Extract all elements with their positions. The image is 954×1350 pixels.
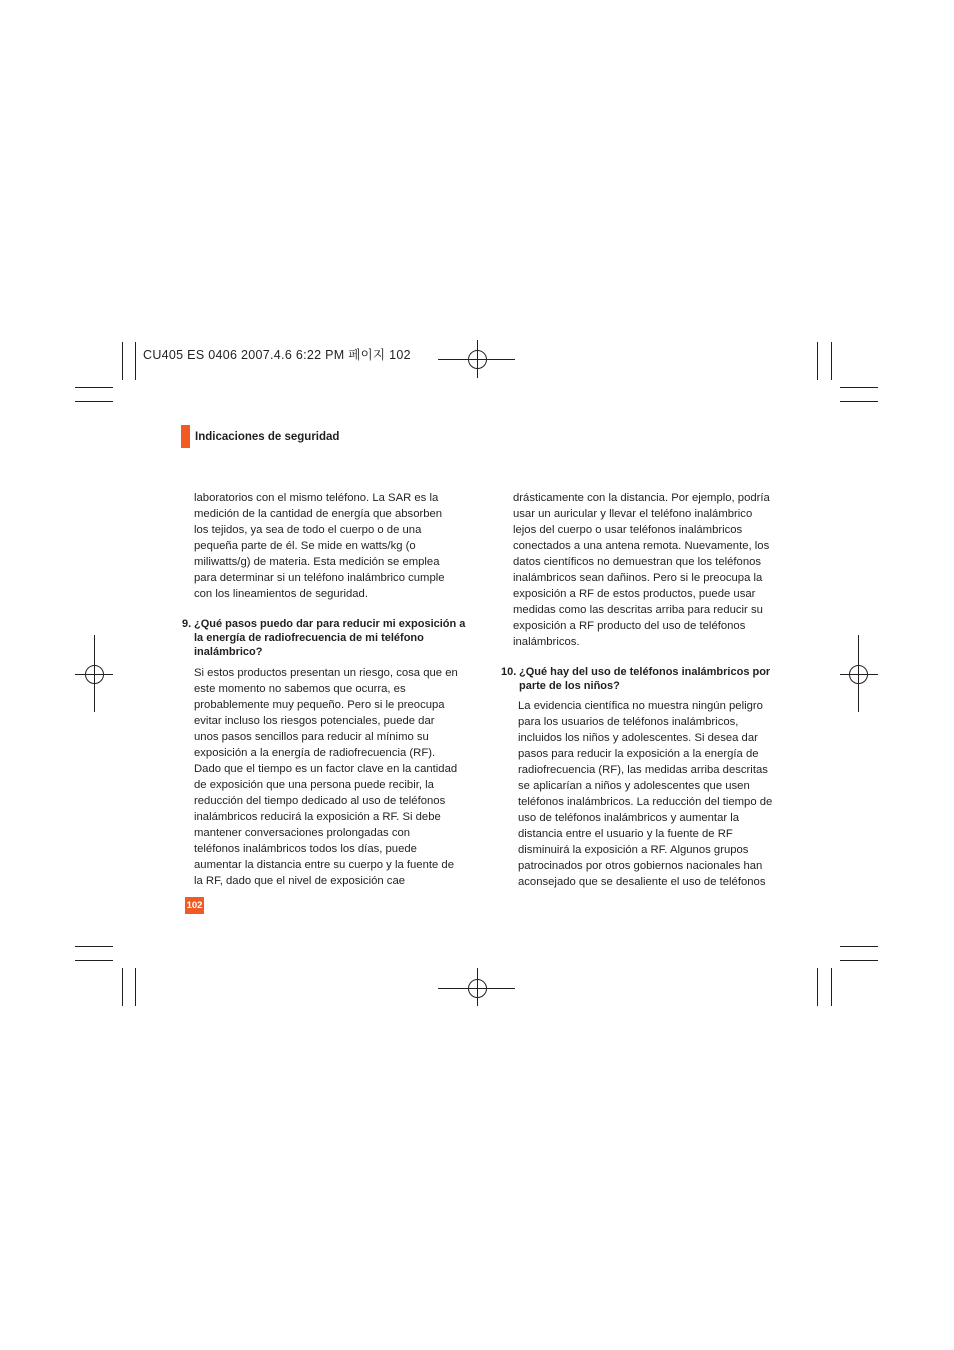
text-line: exposición a RF de estos productos, puede usar (513, 588, 756, 600)
crop-mark (840, 401, 878, 402)
text-line: mantener conversaciones prolongadas con (194, 827, 411, 839)
crop-mark (831, 968, 832, 1006)
question-number: 10. (501, 666, 517, 678)
crop-mark (831, 342, 832, 380)
print-slug: CU405 ES 0406 2007.4.6 6:22 PM 페이지 102 (143, 348, 411, 362)
text-line: pasos para reducir la exposición a la energía de (518, 748, 759, 760)
text-line: probablemente muy pequeño. Pero si le preocupa (194, 699, 445, 711)
text-line: para determinar si un teléfono inalámbrico cumple (194, 572, 445, 584)
text-line: teléfonos inalámbricos. La reducción del tiempo de (518, 796, 773, 808)
text-line: unos pasos sencillos para reducir al mínimo su (194, 731, 429, 743)
crop-mark (840, 387, 878, 388)
text-line: patrocinados por otros gobiernos nacionales han (518, 860, 763, 872)
text-line: reducción del tiempo dedicado al uso de teléfonos (194, 795, 446, 807)
registration-target-icon (468, 350, 487, 369)
question-line: ¿Qué pasos puedo dar para reducir mi exposición a (194, 618, 466, 630)
text-line: miliwatts/g) de materia. Esta medición se emplea (194, 556, 440, 568)
crop-mark (840, 960, 878, 961)
text-line: medidas como las descritas arriba para reducir su (513, 604, 763, 616)
text-line: drásticamente con la distancia. Por ejemplo, podría (513, 492, 770, 504)
text-line: distancia entre el usuario y la fuente de RF (518, 828, 733, 840)
text-line: inalámbricos sean dañinos. Pero si le preocupa la (513, 572, 763, 584)
crop-mark (135, 342, 136, 380)
crop-mark (840, 946, 878, 947)
crop-mark (122, 968, 123, 1006)
registration-target-icon (849, 665, 868, 684)
registration-target-icon (468, 979, 487, 998)
crop-mark (122, 342, 123, 380)
crop-mark (817, 968, 818, 1006)
text-line: conectados a una antena remota. Nuevamente, los (513, 540, 770, 552)
question-line: ¿Qué hay del uso de teléfonos inalámbricos por (519, 666, 771, 678)
question-line: la energía de radiofrecuencia de mi teléfono (194, 632, 424, 644)
text-line: se aplicarían a niños y adolescentes que usen (518, 780, 750, 792)
text-line: laboratorios con el mismo teléfono. La SAR es la (194, 492, 439, 504)
text-line: aconsejado que se desaliente el uso de teléfonos (518, 876, 766, 888)
question-10-heading (501, 665, 791, 695)
text-line: teléfonos inalámbricos todos los días, puede (194, 843, 417, 855)
text-line: Dado que el tiempo es un factor clave en la cantidad (194, 763, 458, 775)
text-line: radiofrecuencia (RF), las medidas arriba descritas (518, 764, 768, 776)
crop-mark (75, 387, 113, 388)
text-line: para los usuarios de teléfonos inalámbricos, (518, 716, 739, 728)
text-line: pequeña parte de él. Se mide en watts/kg (o (194, 540, 416, 552)
text-line: lejos del cuerpo o usar teléfonos inalámbricos (513, 524, 743, 536)
text-line: Si estos productos presentan un riesgo, cosa que en (194, 667, 458, 679)
text-line: inalámbricos. (513, 636, 580, 648)
crop-mark (75, 946, 113, 947)
text-line: evitar incluso los riesgos potenciales, puede dar (194, 715, 435, 727)
text-line: con los lineamientos de seguridad. (194, 588, 368, 600)
text-line: incluidos los niños y adolescentes. Si desea dar (518, 732, 758, 744)
registration-target-icon (85, 665, 104, 684)
page-number-badge: 102 (185, 897, 204, 914)
text-line: datos científicos no demuestran que los teléfonos (513, 556, 762, 568)
left-intro-paragraph (194, 490, 469, 602)
text-line: uso de teléfonos inalámbricos y aumentar la (518, 812, 740, 824)
text-line: de exposición que una persona puede recibir, la (194, 779, 434, 791)
text-line: la RF, dado que el nivel de exposición cae (194, 875, 406, 887)
section-title: Indicaciones de seguridad (195, 431, 340, 443)
crop-mark (75, 960, 113, 961)
text-line: este momento no sabemos que ocurra, es (194, 683, 406, 695)
text-line: La evidencia científica no muestra ningún peligro (518, 700, 763, 712)
text-line: los tejidos, ya sea de todo el cuerpo o de una (194, 524, 422, 536)
answer-9-paragraph (194, 665, 469, 889)
section-accent-bar (181, 425, 190, 448)
text-line: aumentar la distancia entre su cuerpo y la fuente de (194, 859, 454, 871)
text-line: usar un auricular y llevar el teléfono inalámbrico (513, 508, 753, 520)
question-number: 9. (182, 618, 192, 630)
text-line: disminuirá la exposición a RF. Algunos grupos (518, 844, 749, 856)
crop-mark (817, 342, 818, 380)
question-line: parte de los niños? (519, 680, 620, 692)
text-line: medición de la cantidad de energía que absorben (194, 508, 443, 520)
crop-mark (135, 968, 136, 1006)
answer-10-paragraph (518, 698, 793, 890)
crop-mark (75, 401, 113, 402)
question-line: inalámbrico? (194, 646, 263, 658)
right-intro-paragraph (513, 490, 788, 650)
text-line: exposición a la energía de radiofrecuencia (RF). (194, 747, 436, 759)
text-line: inalámbricos reducirá la exposición a RF. Si debe (194, 811, 441, 823)
text-line: exposición a RF producto del uso de teléfonos (513, 620, 746, 632)
question-9-heading (182, 617, 472, 661)
